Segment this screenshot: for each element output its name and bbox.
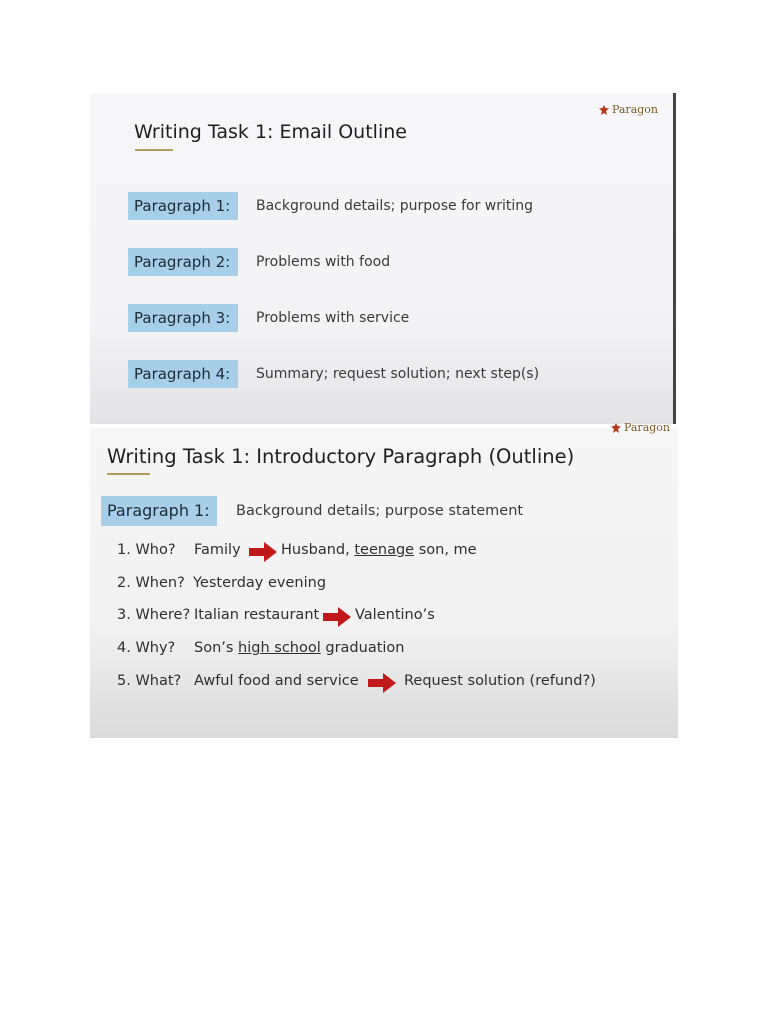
right-arrow-icon [249,542,277,562]
question-label: 2. When? [117,575,185,591]
paragraph-description: Summary; request solution; next step(s) [256,366,540,382]
question-row-who [117,542,657,564]
logo-text: Paragon [611,103,658,116]
paragon-logo-icon [599,105,609,115]
paragraph-label: Paragraph 1: [101,496,217,526]
question-answer: Yesterday evening [193,575,327,591]
title-underline [107,473,150,475]
question-answer: Awful food and service [194,673,359,689]
question-row-why [117,640,657,662]
right-arrow-icon [368,673,396,693]
outline-row-paragraph-4 [128,360,539,388]
right-arrow-icon [323,607,351,627]
question-result: Request solution (refund?) [404,673,596,689]
paragon-logo [599,103,658,116]
question-label: 4. Why? [117,640,176,656]
paragon-logo [611,421,670,434]
paragon-logo-icon [611,423,621,433]
question-row-when [117,575,657,597]
question-answer: Son’s high school graduation [194,640,405,656]
title-underline [135,149,173,151]
logo-text: Paragon [623,421,670,434]
slide-title: Writing Task 1: Email Outline [134,121,407,143]
introductory-paragraph-slide [90,421,678,738]
question-row-where [117,607,657,629]
paragraph-label: Paragraph 1: [128,192,238,220]
paragraph-description: Problems with service [256,310,410,326]
slide-edge-divider [673,93,676,424]
slide-title: Writing Task 1: Introductory Paragraph (Outline) [107,445,575,468]
paragraph-label: Paragraph 4: [128,360,238,388]
outline-row-paragraph-3 [128,304,409,332]
intro-paragraph-row [101,496,523,526]
outline-row-paragraph-2 [128,248,390,276]
paragraph-description: Background details; purpose statement [236,503,524,519]
question-answer: Family [194,542,241,558]
question-row-what [117,673,677,695]
paragraph-description: Background details; purpose for writing [256,198,534,214]
question-result: Husband, teenage son, me [281,542,477,558]
paragraph-label: Paragraph 3: [128,304,238,332]
question-label: 1. Who? [117,542,176,558]
email-outline-slide [90,93,676,424]
paragraph-label: Paragraph 2: [128,248,238,276]
paragraph-description: Problems with food [256,254,391,270]
outline-row-paragraph-1 [128,192,533,220]
question-label: 5. What? [117,673,182,689]
question-label: 3. Where? [117,607,191,623]
question-result: Valentino’s [355,607,435,623]
question-answer: Italian restaurant [194,607,320,623]
